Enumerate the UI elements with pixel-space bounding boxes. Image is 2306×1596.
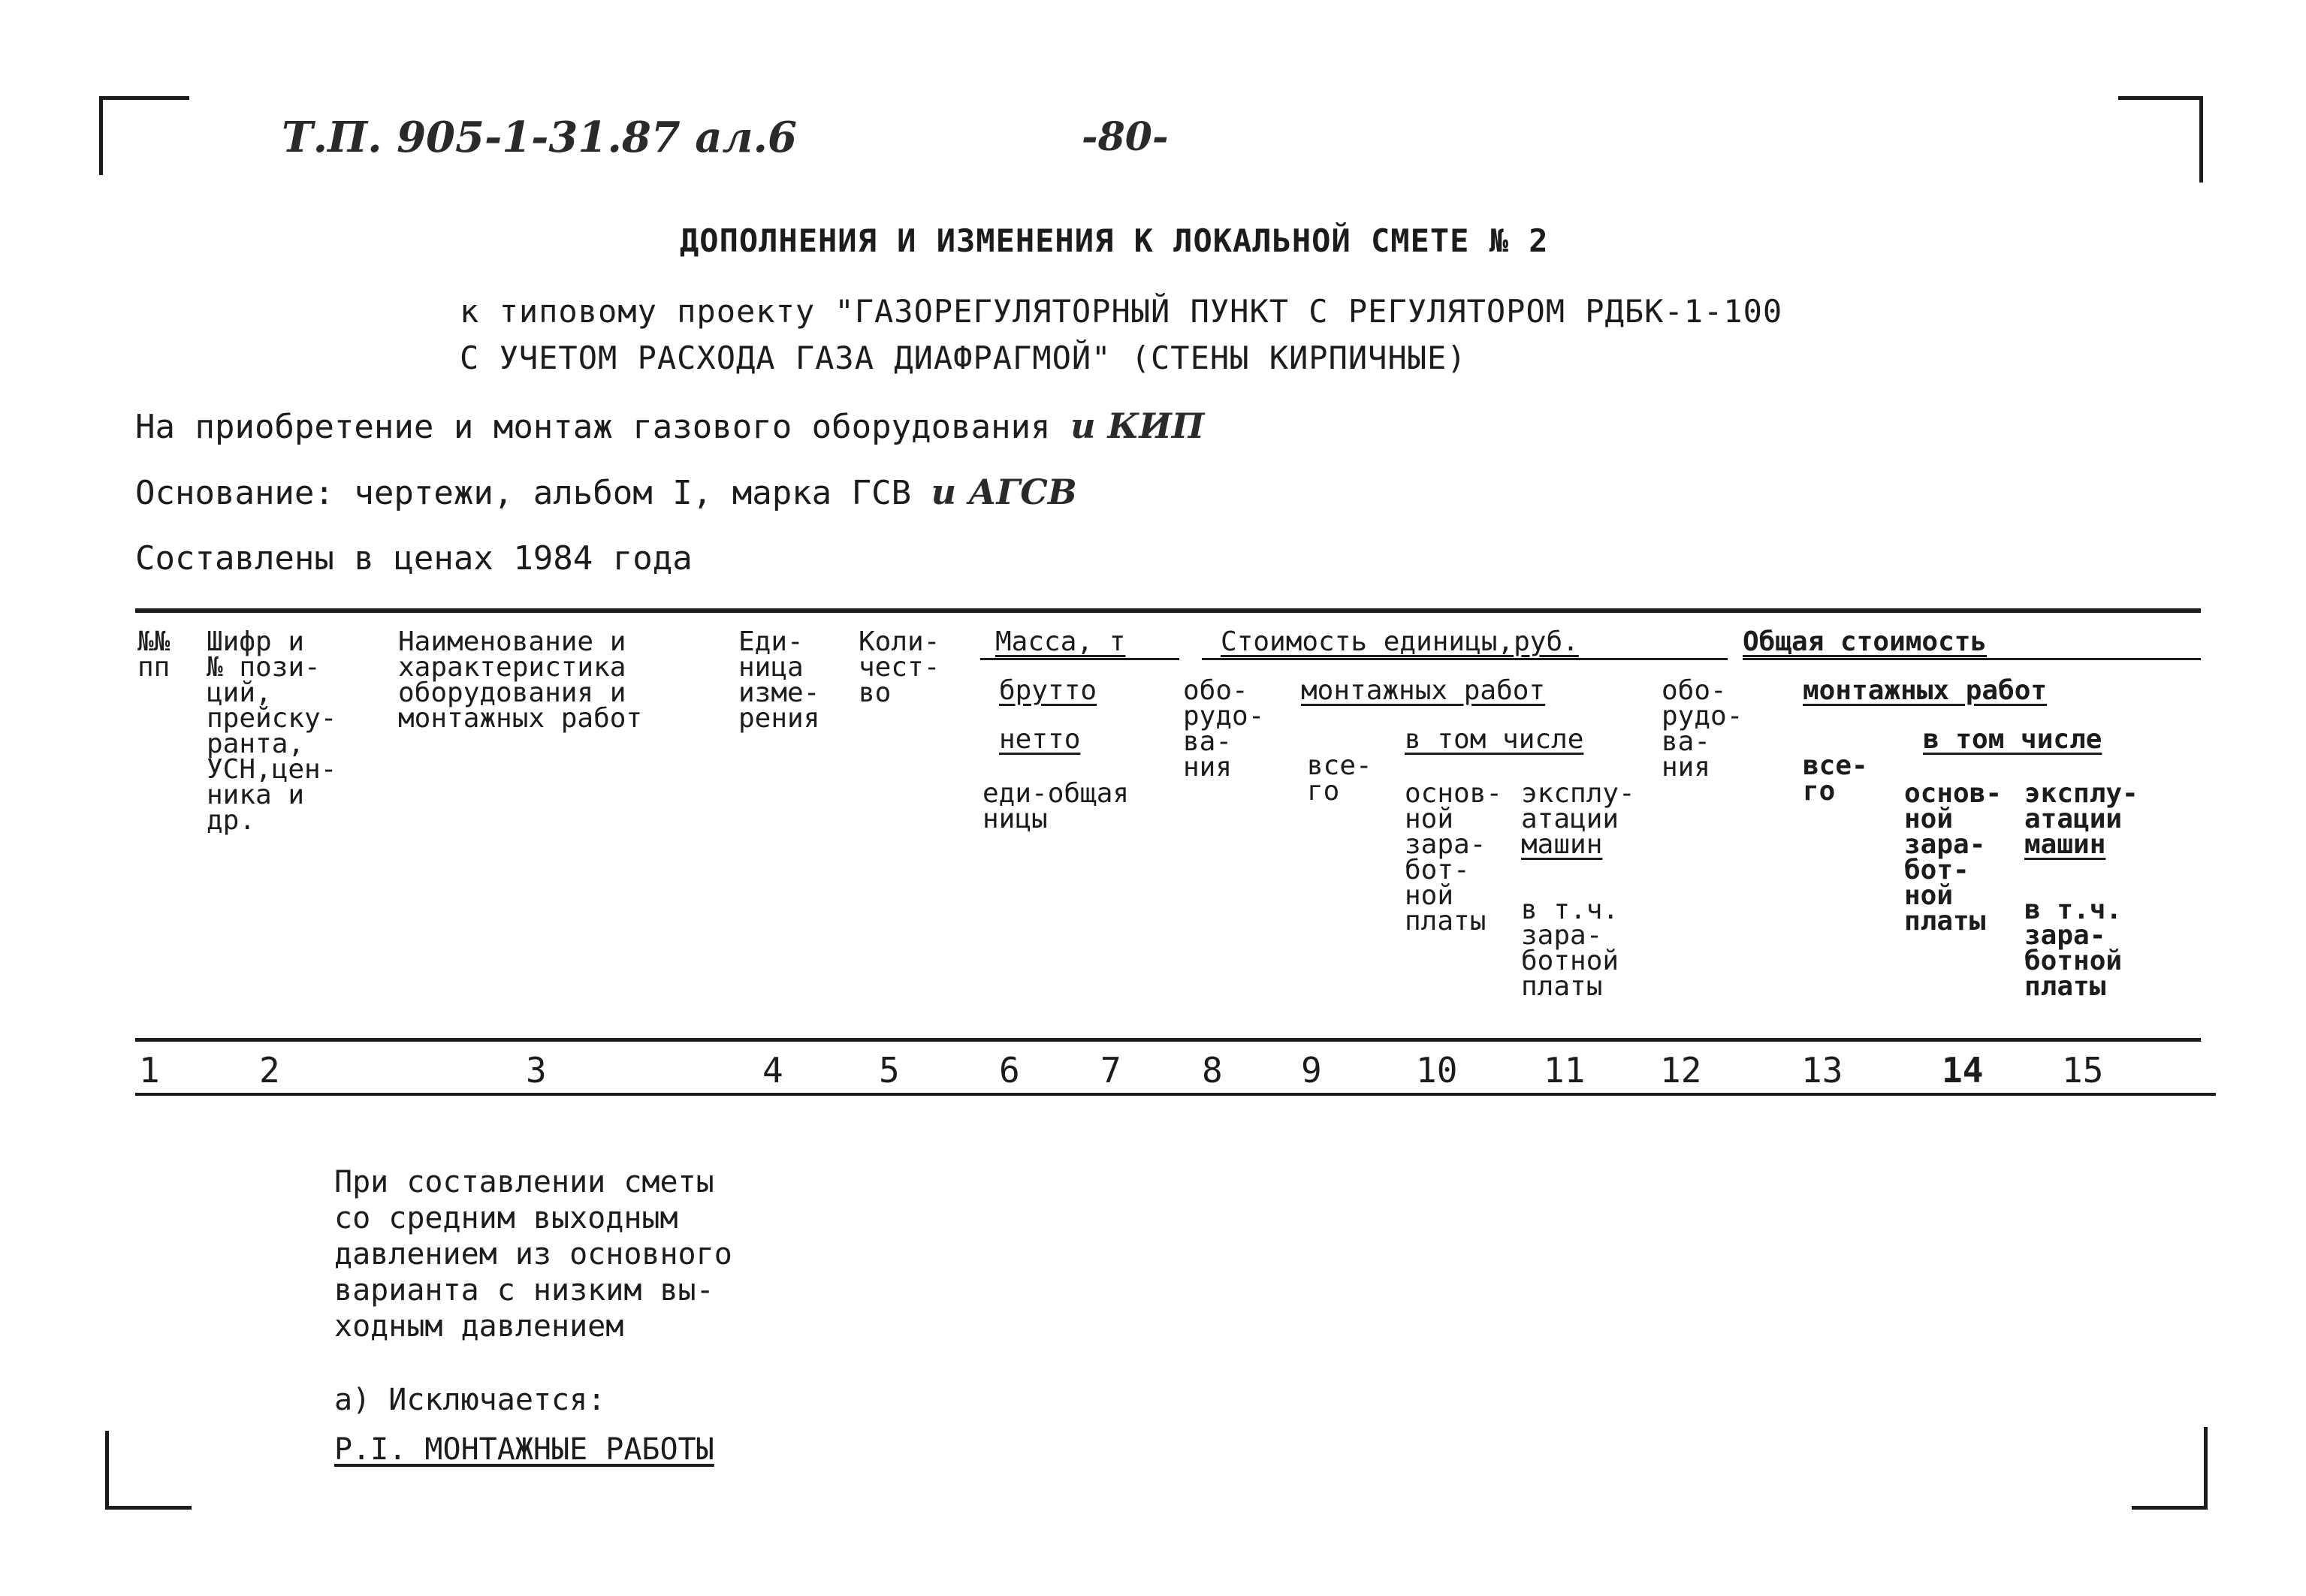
note-line: со средним выходным (334, 1201, 678, 1235)
header-base-wage-total: основ- ной зара- бот- ной платы (1904, 778, 2003, 937)
header-install-unit: монтажных работ (1301, 675, 1546, 706)
header-total-unit: все- го (1307, 750, 1372, 807)
header-name: Наименование и характеристика оборудования и монтажных работ (398, 626, 643, 734)
col-number-14: 14 (1942, 1050, 1984, 1091)
crop-mark-bottom-right (2132, 1427, 2208, 1510)
document-code: Т.П. 905-1-31.87 ал.6 (282, 113, 797, 162)
header-total-total: все- го (1803, 750, 1868, 807)
header-equipment-total: обо- рудо- ва- ния (1662, 675, 1743, 783)
basis-text: Основание: чертежи, альбом I, марка ГСВ (135, 474, 912, 512)
col-number-13: 13 (1801, 1050, 1843, 1091)
page-number: -80- (1082, 114, 1169, 160)
header-incl-unit: в том числе (1405, 724, 1584, 755)
header-mass-sub: еди-общая ницы (982, 778, 1130, 834)
note-line: ходным давлением (334, 1309, 624, 1344)
col-number-8: 8 (1202, 1050, 1223, 1091)
basis-handwritten: и АГСВ (931, 472, 1077, 512)
purpose-handwritten: и КИП (1070, 406, 1205, 446)
header-incl-total: в том числе (1923, 724, 2102, 755)
excluded-label: а) Исключается: (334, 1383, 606, 1417)
note-line: варианта с низким вы- (334, 1273, 714, 1308)
header-equipment-unit: обо- рудо- ва- ния (1183, 675, 1265, 783)
header-code: Шифр и № пози- ций, прейску- ранта, УСН,цен- ника и др. (207, 626, 337, 836)
header-total-cost: Общая стоимость (1743, 626, 1988, 657)
mass-rule (980, 658, 1179, 660)
header-base-wage-unit: основ- ной зара- бот- ной платы (1405, 778, 1503, 937)
crop-mark-top-left (99, 96, 189, 175)
col-number-1: 1 (139, 1050, 160, 1091)
col-number-5: 5 (879, 1050, 900, 1091)
table-header-bottom-rule (135, 1038, 2201, 1042)
header-quantity: Коли- чест- во (859, 626, 940, 708)
unit-cost-rule (1202, 658, 1728, 660)
purpose-line (135, 406, 1204, 446)
section-title: Р.I. МОНТАЖНЫЕ РАБОТЫ (334, 1432, 714, 1467)
col-number-6: 6 (999, 1050, 1020, 1091)
col-number-9: 9 (1301, 1050, 1322, 1091)
header-netto: нетто (999, 724, 1081, 755)
header-incl-wage-unit: в т.ч. зара- ботной платы (1521, 895, 1619, 1002)
note-line: давлением из основного (334, 1237, 732, 1272)
header-unit-cost: Стоимость единицы,руб. (1221, 626, 1579, 657)
document-subtitle-line1: к типовому проекту "ГАЗОРЕГУЛЯТОРНЫЙ ПУНКТ С РЕГУЛЯТОРОМ РДБК-1-100 (460, 293, 1783, 330)
crop-mark-top-right (2118, 96, 2203, 183)
table-number-row-rule (135, 1093, 2216, 1096)
crop-mark-bottom-left (105, 1431, 192, 1510)
table-top-rule (135, 608, 2201, 613)
header-row-number: №№ пп (137, 626, 171, 683)
prices-line: Составлены в ценах 1984 года (135, 539, 693, 578)
header-unit: Еди- ница изме- рения (738, 626, 820, 734)
col-number-15: 15 (2062, 1050, 2104, 1091)
header-mass: Масса, т (995, 626, 1126, 657)
header-install-total: монтажных работ (1803, 675, 2048, 706)
header-brutto: брутто (999, 675, 1097, 706)
purpose-text: На приобретение и монтаж газового оборудования (135, 408, 1051, 446)
header-exploit-unit: эксплу- атации машин (1521, 778, 1635, 860)
col-number-3: 3 (526, 1050, 547, 1091)
document-subtitle-line2: С УЧЕТОМ РАСХОДА ГАЗА ДИАФРАГМОЙ" (СТЕНЫ КИРПИЧНЫЕ) (460, 339, 1467, 376)
col-number-7: 7 (1100, 1050, 1121, 1091)
document-title: ДОПОЛНЕНИЯ И ИЗМЕНЕНИЯ К ЛОКАЛЬНОЙ СМЕТЕ № 2 (680, 222, 1549, 259)
note-block (334, 1164, 732, 1344)
col-number-2: 2 (259, 1050, 280, 1091)
col-number-4: 4 (762, 1050, 783, 1091)
header-incl-wage-total: в т.ч. зара- ботной платы (2024, 895, 2123, 1002)
col-number-10: 10 (1416, 1050, 1458, 1091)
basis-line (135, 472, 1077, 512)
note-line: При составлении сметы (334, 1165, 714, 1199)
header-exploit-total: эксплу- атации машин (2024, 778, 2138, 860)
total-cost-rule (1743, 658, 2201, 660)
col-number-11: 11 (1544, 1050, 1586, 1091)
col-number-12: 12 (1660, 1050, 1702, 1091)
